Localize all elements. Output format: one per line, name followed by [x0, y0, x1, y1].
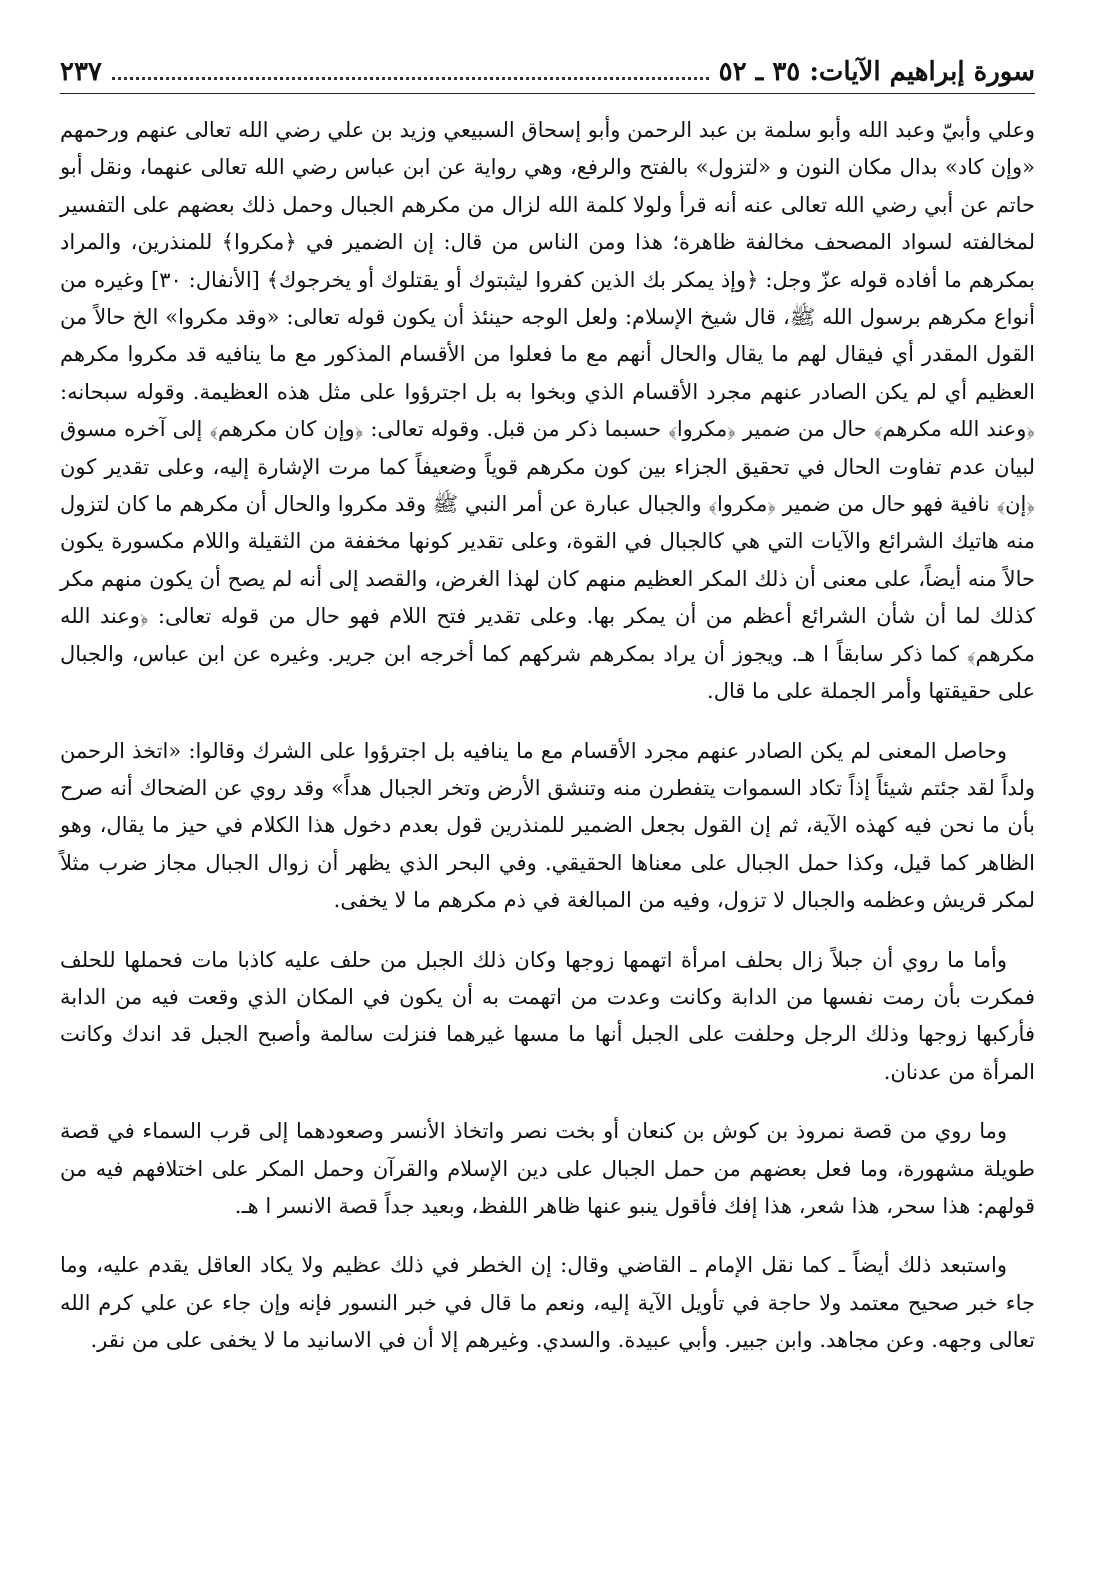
- paragraph-5: واستبعد ذلك أيضاً ـ كما نقل الإمام ـ القاضي وقال: إن الخطر في ذلك عظيم ولا يكاد العاقل يقدم عليه، وما جاء خبر صحيح معتمد ولا حاجة في تأويل الآية إليه، ونعم ما قال في خبر النسور فإنه وإن جاء عن علي كرم الله تعالى وجهه. وعن مجاهد. وابن جبير. وأبي عبيدة. والسدي. وغيرهم إلا أن في الاسانيد ما لا يخفى على من نقر.: [60, 1253, 1035, 1353]
- paragraph-1: وعلي وأبيّ وعبد الله وأبو سلمة بن عبد الرحمن وأبو إسحاق السبيعي وزيد بن علي رضي الله تعالى عنهم ورحمهم «وإن كاد» بدال مكان النون و «لتزول» بالفتح والرفع، وهي رواية عن ابن عباس رضي الله تعالى عنهما، ونقل أبو حاتم عن أبي رضي الله تعالى عنه أنه قرأ ولولا كلمة الله لزال من مكرهم الجبال وحمل ذلك بعضهم على التفسير لمخالفته لسواد المصحف مخالفة ظاهرة؛ هذا ومن الناس من قال: إن الضمير في ﴿مكروا﴾ للمنذرين، والمراد بمكرهم ما أفاده قوله عزّ وجل: ﴿وإذ يمكر بك الذين كفروا ليثبتوك أو يقتلوك أو يخرجوك﴾ [الأنفال: ٣٠] وغيره من أنواع مكرهم برسول الله ﷺ، قال شيخ الإسلام: ولعل الوجه حينئذ أن يكون قوله تعالى: «وقد مكروا» الخ حالاً من القول المقدر أي فيقال لهم ما يقال والحال أنهم مع ما فعلوا من الأقسام المذكور مع ما ينافيه قد مكروا مكرهم العظيم أي لم يكن الصادر عنهم مجرد الأقسام الذي وبخوا به بل اجترؤوا على مثل هذه العظيمة. وقوله سبحانه: ﴿وعند الله مكرهم﴾ حال من ضمير ﴿مكروا﴾ حسبما ذكر من قبل. وقوله تعالى: ﴿وإن كان مكرهم﴾ إلى آخره مسوق لبيان عدم تفاوت الحال في تحقيق الجزاء بين كون مكرهم قوياً وضعيفاً كما مرت الإشارة إليه، وعلى تقدير كون ﴿إن﴾ نافية فهو حال من ضمير ﴿مكروا﴾ والجبال عبارة عن أمر النبي ﷺ وقد مكروا والحال أن مكرهم ما كان لتزول منه هاتيك الشرائع والآيات التي هي كالجبال في القوة، وعلى تقدير كونها مخففة من الثقيلة واللام مكسورة يكون حالاً منه أيضاً، على معنى أن ذلك المكر العظيم منهم كان لهذا الغرض، والقصد إلى أنه لم يصح أن يكون منهم مكر كذلك لما أن شأن الشرائع أعظم من أن يمكر بها. وعلى تقدير فتح اللام فهو حال من قوله تعالى: ﴿وعند الله مكرهم﴾ كما ذكر سابقاً ا هـ. ويجوز أن يراد بمكرهم شركهم كما أخرجه ابن جرير. وغيره عن ابن عباس، والجبال على حقيقتها وأمر الجملة على ما قال.: [60, 118, 1035, 704]
- paragraph-3: وأما ما روي أن جبلاً زال بحلف امرأة اتهمها زوجها وكان ذلك الجبل من حلف عليه كاذبا مات فحملها للحلف فمكرت بأن رمت نفسها من الدابة وكانت وعدت من اتهمت به أن يكون في المكان الذي وقعت فيه من الدابة فأركبها زوجها وذلك الرجل وحلفت على الجبل أنها ما مسها غيرهما فنزلت سالمة وأصبح الجبل قد اندك وكانت المرأة من عدنان.: [60, 947, 1035, 1084]
- leader-dots: [112, 76, 709, 80]
- text-body: [60, 112, 1035, 1360]
- running-header: [60, 54, 1035, 94]
- surah-title: سورة إبراهيم الآيات: ٣٥ ـ ٥٢: [718, 57, 1035, 87]
- paragraph-4: وما روي من قصة نمروذ بن كوش بن كنعان أو بخت نصر واتخاذ الأنسر وصعودهما إلى قرب السماء في قصة طويلة مشهورة، وما فعل بعضهم من حمل الجبال على دين الإسلام والقرآن وحمل المكر على اختلافهم فيه من قولهم: هذا سحر، هذا شعر، هذا إفك فأقول ينبو عنها ظاهر اللفظ، وبعيد جداً قصة الانسر ا هـ.: [60, 1119, 1035, 1218]
- page-number: ٢٣٧: [60, 57, 102, 87]
- paragraph-2: وحاصل المعنى لم يكن الصادر عنهم مجرد الأقسام مع ما ينافيه بل اجترؤوا على الشرك وقالوا: «اتخذ الرحمن ولداً لقد جئتم شيئاً إذاً تكاد السموات يتفطرن منه وتنشق الأرض وتخر الجبال هداً» وقد روي عن الضحاك أنه صرح بأن ما نحن فيه كهذه الآية، ثم إن القول بجعل الضمير للمنذرين قول بعدم دخول هذا الكلام في حيز ما يقال، وهو الظاهر كما قيل، وكذا حمل الجبال على معناها الحقيقي. وفي البحر الذي يظهر أن زوال الجبال مجاز ضرب مثلاً لمكر قريش وعظمه والجبال لا تزول، وفيه من المبالغة في ذم مكرهم ما لا يخفى.: [60, 738, 1035, 913]
